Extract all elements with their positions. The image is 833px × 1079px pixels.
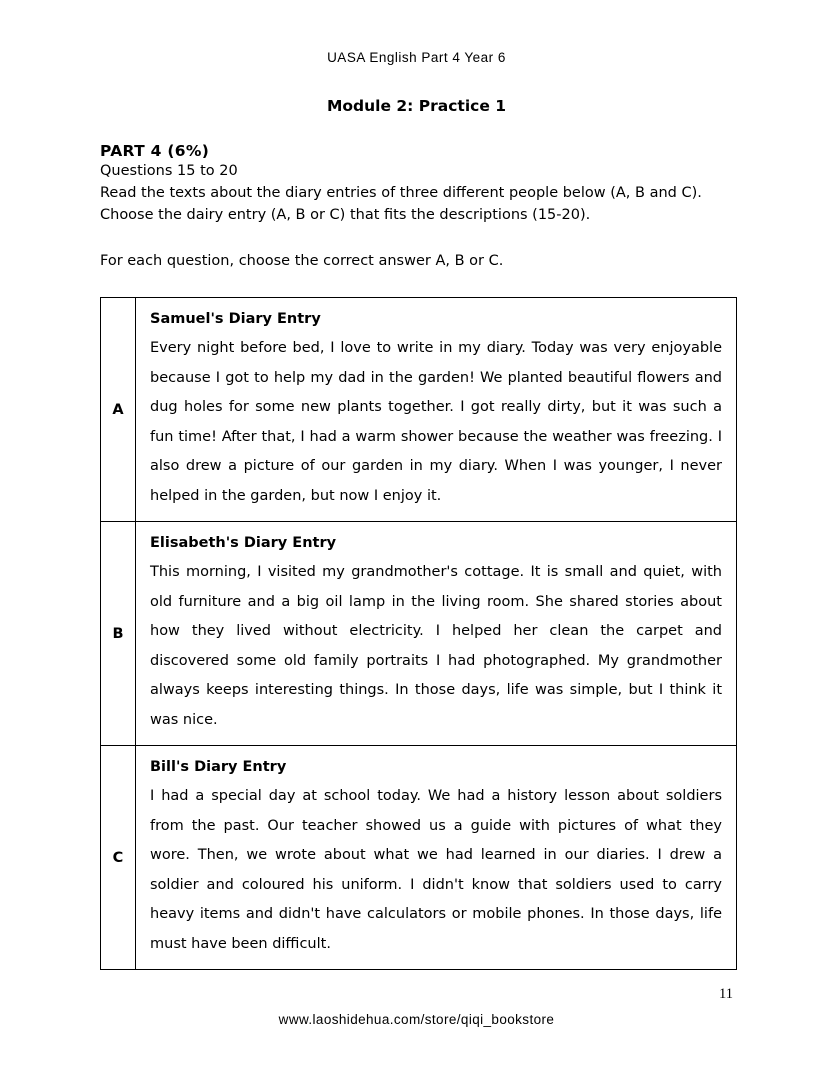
instruction-choose-text: For each question, choose the correct answer A, B or C. (100, 253, 504, 269)
table-row-b (101, 522, 737, 746)
instruction-read-text: Read the texts about the diary entries of three different people below (A, B and C). Choose the dairy entry (A, B or C) that fits the descriptions (15-20). (100, 185, 702, 223)
entry-title-bill: Bill's Diary Entry (150, 759, 287, 775)
entry-cell-c (136, 746, 737, 970)
row-label-c: C (101, 746, 136, 970)
entry-body-samuel: Every night before bed, I love to write in my diary. Today was very enjoyable because I got to help my dad in the garden! We planted beautiful flowers and dug holes for some new plants together. I got really dirty, but it was such a fun time! After that, I had a warm shower because the weather was freezing. I also drew a picture of our garden in my diary. When I was younger, I never helped in the garden, but now I enjoy it. (150, 340, 722, 504)
questions-range: Questions 15 to 20 (100, 163, 238, 179)
entry-title-samuel: Samuel's Diary Entry (150, 311, 321, 327)
page-content (100, 142, 737, 970)
spacer (100, 226, 737, 250)
entry-cell-b (136, 522, 737, 746)
row-label-b: B (101, 522, 136, 746)
entry-body-elisabeth: This morning, I visited my grandmother's cottage. It is small and quiet, with old furniture and a big oil lamp in the living room. She shared stories about how they lived without electricity. I helped her clean the carpet and discovered some old family portraits I had photographed. My grandmother always keeps interesting things. In those days, life was simple, but I think it was nice. (150, 564, 722, 728)
page-number: 11 (719, 986, 733, 1002)
module-title: Module 2: Practice 1 (326, 97, 507, 115)
table-row-a (101, 298, 737, 522)
page-header: UASA English Part 4 Year 6 (327, 50, 506, 65)
table-row-c (101, 746, 737, 970)
part-heading: PART 4 (6%) (100, 142, 210, 160)
diary-entries-table (100, 297, 737, 970)
footer-url: www.laoshidehua.com/store/qiqi_bookstore (278, 1012, 555, 1027)
entry-title-elisabeth: Elisabeth's Diary Entry (150, 535, 337, 551)
entry-cell-a (136, 298, 737, 522)
row-label-a: A (101, 298, 136, 522)
entry-body-bill: I had a special day at school today. We had a history lesson about soldiers from the past. Our teacher showed us a guide with pictures of what they wore. Then, we wrote about what we had learned in our diaries. I drew a soldier and coloured his uniform. I didn't know that soldiers used to carry heavy items and didn't have calculators or mobile phones. In those days, life must have been difficult. (150, 788, 722, 952)
